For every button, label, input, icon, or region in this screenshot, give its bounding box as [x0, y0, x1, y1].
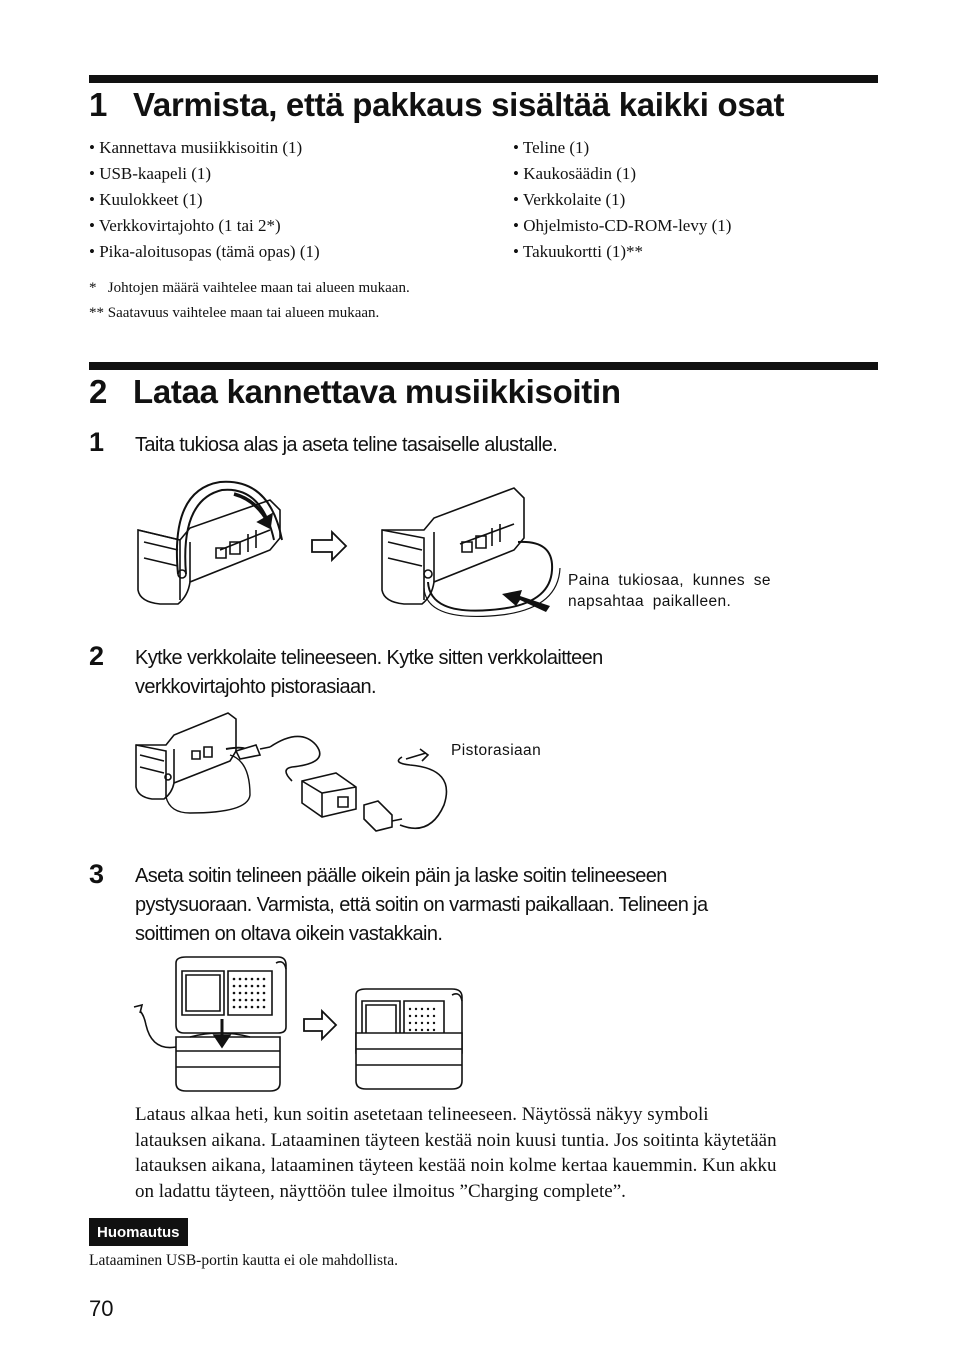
list-item: • Kuulokkeet (1)	[89, 190, 203, 209]
list-item: • USB-kaapeli (1)	[89, 164, 212, 183]
step-2-caption: Pistorasiaan	[451, 742, 542, 759]
step-3-line: soittimen on oltava oikein vastakkain.	[135, 923, 443, 945]
list-item: • Takuukortti (1)**	[513, 242, 644, 261]
list-item: • Verkkovirtajohto (1 tai 2*)	[89, 216, 281, 235]
paragraph-line: on ladattu täyteen, näyttöön tulee ilmoitus ”Charging complete”.	[135, 1180, 626, 1202]
section2-heading	[89, 373, 621, 411]
step-2-line: verkkovirtajohto pistorasiaan.	[135, 676, 377, 698]
section2-number: 2	[89, 373, 108, 410]
section1-title: Varmista, että pakkaus sisältää kaikki osat	[133, 86, 785, 123]
section2-rule	[89, 362, 878, 370]
section1-rule	[89, 75, 878, 83]
note-badge: Huomautus	[89, 1218, 188, 1246]
step-1-caption	[568, 570, 771, 612]
page-number: 70	[89, 1296, 114, 1321]
section1-heading	[89, 86, 784, 124]
caption-line: Paina tukiosaa, kunnes se	[568, 572, 771, 589]
list-item: • Kannettava musiikkisoitin (1)	[89, 138, 303, 157]
charging-paragraph	[135, 1102, 880, 1204]
step-3-line: Aseta soitin telineen päälle oikein päin ja laske soitin telineeseen	[135, 865, 667, 887]
note-text: Lataaminen USB-portin kautta ei ole mahdollista.	[89, 1252, 399, 1269]
step-1-line: Taita tukiosa alas ja aseta teline tasaiselle alustalle.	[135, 434, 558, 456]
step-1-number: 1	[89, 427, 105, 457]
caption-line: napsahtaa paikalleen.	[568, 593, 732, 610]
step-3-line: pystysuoraan. Varmista, että soitin on varmasti paikallaan. Telineen ja	[135, 894, 708, 916]
list-item: • Pika-aloitusopas (tämä opas) (1)	[89, 242, 320, 261]
step-2-text	[135, 644, 603, 702]
section1-number: 1	[89, 86, 108, 123]
step-3-number: 3	[89, 859, 105, 889]
footnote-1: * Johtojen määrä vaihtelee maan tai alueen mukaan.	[89, 280, 410, 296]
cradle-fold-illustration	[130, 470, 570, 615]
adapter-connection-illustration	[130, 705, 450, 840]
list-item: • Teline (1)	[513, 138, 590, 157]
step-3-text	[135, 862, 708, 949]
list-item: • Ohjelmisto-CD-ROM-levy (1)	[513, 216, 732, 235]
paragraph-line: latauksen aikana, lataaminen täyteen kestää noin kolme kertaa kauemmin. Kun akku	[135, 1155, 777, 1176]
list-item: • Kaukosäädin (1)	[513, 164, 637, 183]
footnote-2: ** Saatavuus vaihtelee maan tai alueen mukaan.	[89, 305, 380, 321]
paragraph-line: latauksen aikana. Lataaminen täyteen kestää noin kuusi tuntia. Jos soitinta käytetään	[135, 1129, 777, 1151]
list-item: • Verkkolaite (1)	[513, 190, 626, 209]
step-2-line: Kytke verkkolaite telineeseen. Kytke sitten verkkolaitteen	[135, 647, 603, 669]
section2-title: Lataa kannettava musiikkisoitin	[133, 373, 621, 410]
paragraph-line: Lataus alkaa heti, kun soitin asetetaan telineeseen. Näytössä näkyy symboli	[135, 1104, 709, 1125]
player-placement-illustration	[130, 955, 470, 1095]
step-1-text	[135, 431, 557, 460]
step-2-number: 2	[89, 641, 105, 671]
